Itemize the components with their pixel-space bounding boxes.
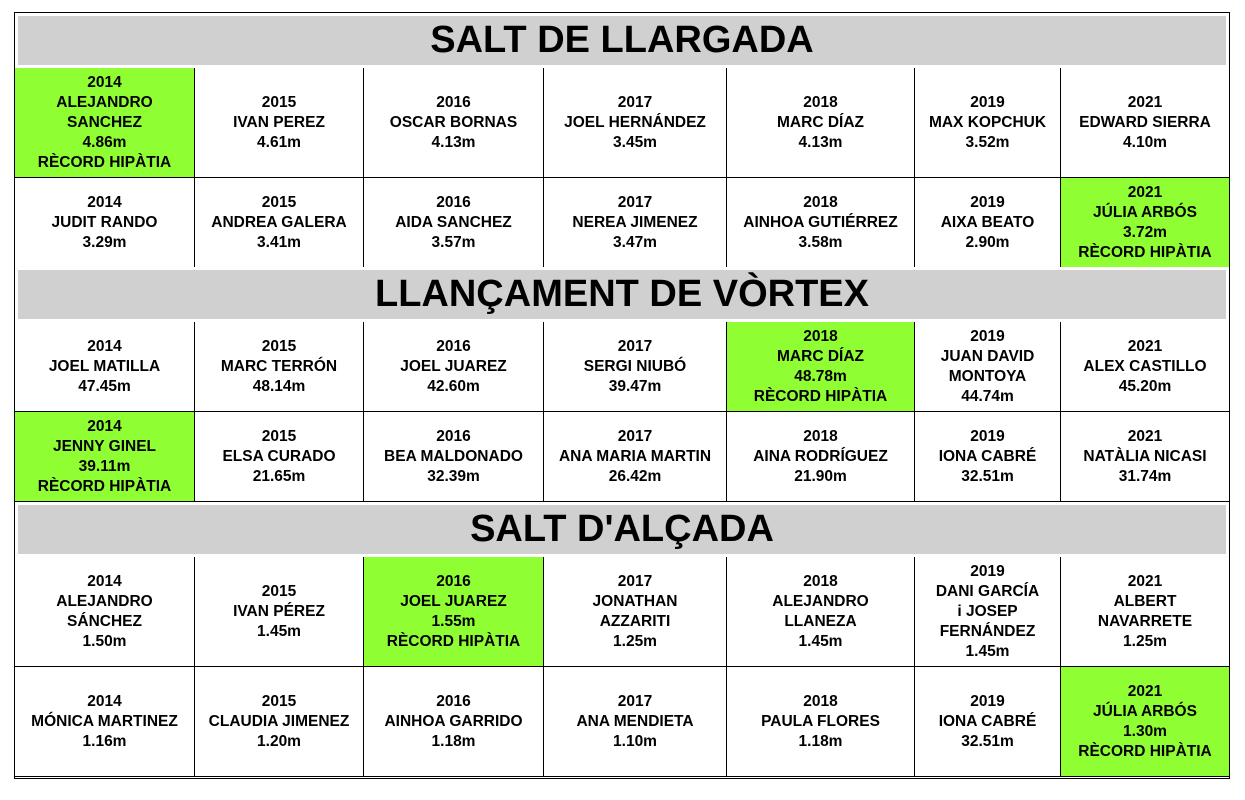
record-cell xyxy=(195,322,364,412)
cell-line: 1.18m xyxy=(431,732,476,750)
cell-line: ALEJANDRO xyxy=(56,93,153,111)
cell-line: RÈCORD HIPÀTIA xyxy=(1078,243,1212,261)
record-cell xyxy=(727,322,915,412)
cell-line: JUAN DAVID xyxy=(940,347,1035,365)
cell-line: 2018 xyxy=(803,427,838,445)
cell-line: 2021 xyxy=(1127,427,1163,445)
record-cell xyxy=(15,322,195,412)
cell-line: 2018 xyxy=(803,327,838,345)
cell-line: 4.13m xyxy=(431,133,476,151)
cell-line: RÈCORD HIPÀTIA xyxy=(386,632,521,650)
record-cell xyxy=(15,557,195,667)
record-cell xyxy=(727,412,915,502)
cell-line: 3.29m xyxy=(82,233,127,251)
record-cell xyxy=(15,178,195,268)
cell-line: MAX KOPCHUK xyxy=(928,113,1047,131)
cell-line: 2016 xyxy=(436,692,471,710)
cell-line: 2014 xyxy=(87,572,122,590)
record-cell xyxy=(1061,178,1229,268)
record-cell xyxy=(364,178,544,268)
record-cell xyxy=(544,667,727,777)
cell-line: 2019 xyxy=(970,692,1005,710)
cell-line: 2015 xyxy=(261,582,297,600)
record-cell xyxy=(1061,667,1229,777)
record-cell xyxy=(195,178,364,268)
record-cell xyxy=(544,178,727,268)
cell-line: ALEX CASTILLO xyxy=(1083,357,1207,375)
cell-line: 2019 xyxy=(970,562,1005,580)
cell-line: JOEL HERNÁNDEZ xyxy=(564,113,706,131)
cell-line: 2018 xyxy=(803,572,838,590)
cell-line: 1.45m xyxy=(257,622,301,640)
cell-line: JOEL JUAREZ xyxy=(400,592,507,610)
records-board xyxy=(14,12,1230,779)
cell-line: i JOSEP xyxy=(957,602,1018,620)
cell-line: 1.25m xyxy=(613,632,657,650)
cell-line: 2014 xyxy=(87,73,122,91)
cell-line: IVAN PÉREZ xyxy=(233,602,325,620)
cell-line: 1.25m xyxy=(1123,632,1167,650)
cell-line: 21.90m xyxy=(794,467,847,485)
cell-line: 1.45m xyxy=(798,632,843,650)
record-cell xyxy=(544,557,727,667)
cell-line: AINHOA GUTIÉRREZ xyxy=(743,213,898,231)
cell-line: ALBERT xyxy=(1113,592,1177,610)
cell-line: 1.50m xyxy=(82,632,127,650)
cell-line: 39.47m xyxy=(608,377,662,395)
cell-line: SERGI NIUBÓ xyxy=(583,357,687,375)
record-cell xyxy=(915,178,1061,268)
cell-line: 4.61m xyxy=(257,133,301,151)
cell-line: RÈCORD HIPÀTIA xyxy=(37,153,172,171)
cell-line: MARC DÍAZ xyxy=(777,113,864,131)
cell-line: ANA MARIA MARTIN xyxy=(558,447,712,465)
cell-line: OSCAR BORNAS xyxy=(389,113,518,131)
section-title-llancament-de-vortex: LLANÇAMENT DE VÒRTEX xyxy=(15,267,1229,322)
cell-line: 2016 xyxy=(436,193,471,211)
cell-line: 2021 xyxy=(1127,183,1163,201)
cell-line: 3.52m xyxy=(965,133,1010,151)
record-cell xyxy=(195,412,364,502)
record-cell xyxy=(544,322,727,412)
cell-line: 1.18m xyxy=(798,732,843,750)
record-cell xyxy=(1061,322,1229,412)
cell-line: JÚLIA ARBÓS xyxy=(1093,203,1197,221)
cell-line: 3.57m xyxy=(431,233,476,251)
record-cell xyxy=(364,68,544,178)
record-cell xyxy=(915,68,1061,178)
cell-line: 32.51m xyxy=(961,467,1014,485)
cell-line: 1.30m xyxy=(1123,722,1167,740)
cell-line: RÈCORD HIPÀTIA xyxy=(37,477,172,495)
cell-line: LLANEZA xyxy=(784,612,857,630)
cell-line: 3.72m xyxy=(1123,223,1167,241)
cell-line: JONATHAN xyxy=(592,592,678,610)
cell-line: 45.20m xyxy=(1118,377,1172,395)
cell-line: 2016 xyxy=(436,337,471,355)
section-title-salt-de-llargada: SALT DE LLARGADA xyxy=(15,13,1229,68)
cell-line: 32.39m xyxy=(427,467,480,485)
record-cell xyxy=(15,667,195,777)
cell-line: 2014 xyxy=(87,692,122,710)
cell-line: 3.47m xyxy=(613,233,657,251)
cell-line: FERNÁNDEZ xyxy=(939,622,1036,640)
cell-line: JOEL MATILLA xyxy=(48,357,161,375)
cell-line: 3.45m xyxy=(613,133,657,151)
cell-line: 2021 xyxy=(1127,682,1163,700)
record-cell xyxy=(364,412,544,502)
record-cell xyxy=(727,667,915,777)
record-cell xyxy=(195,557,364,667)
cell-line: 3.58m xyxy=(798,233,843,251)
cell-line: 1.10m xyxy=(613,732,657,750)
cell-line: 2016 xyxy=(436,93,471,111)
cell-line: 2015 xyxy=(261,193,297,211)
cell-line: DANI GARCÍA xyxy=(935,582,1040,600)
cell-line: 2018 xyxy=(803,93,838,111)
cell-line: ALEJANDRO xyxy=(56,592,153,610)
cell-line: 2017 xyxy=(617,93,653,111)
cell-line: 2019 xyxy=(970,327,1005,345)
record-cell xyxy=(195,667,364,777)
cell-line: IVAN PEREZ xyxy=(233,113,325,131)
cell-line: CLAUDIA JIMENEZ xyxy=(208,712,350,730)
cell-line: 2019 xyxy=(970,193,1005,211)
cell-line: 44.74m xyxy=(961,387,1014,405)
record-cell xyxy=(544,412,727,502)
cell-line: 26.42m xyxy=(608,467,662,485)
cell-line: 42.60m xyxy=(427,377,480,395)
record-cell xyxy=(915,412,1061,502)
cell-line: 2017 xyxy=(617,427,653,445)
cell-line: 2017 xyxy=(617,337,653,355)
cell-line: JUDIT RANDO xyxy=(51,213,158,231)
cell-line: JENNY GINEL xyxy=(52,437,157,455)
record-cell xyxy=(915,667,1061,777)
cell-line: 21.65m xyxy=(252,467,306,485)
cell-line: ANA MENDIETA xyxy=(576,712,694,730)
cell-line: 2018 xyxy=(803,193,838,211)
cell-line: 2021 xyxy=(1127,572,1163,590)
cell-line: BEA MALDONADO xyxy=(384,447,523,465)
record-cell xyxy=(364,667,544,777)
cell-line: ELSA CURADO xyxy=(222,447,336,465)
cell-line: 2018 xyxy=(803,692,838,710)
cell-line: 1.45m xyxy=(965,642,1010,660)
cell-line: 4.86m xyxy=(82,133,127,151)
cell-line: IONA CABRÉ xyxy=(938,712,1037,730)
cell-line: MARC DÍAZ xyxy=(777,347,864,365)
cell-line: ANDREA GALERA xyxy=(211,213,347,231)
cell-line: 2015 xyxy=(261,427,297,445)
cell-line: 2016 xyxy=(436,427,471,445)
cell-line: RÈCORD HIPÀTIA xyxy=(753,387,888,405)
cell-line: 4.13m xyxy=(798,133,843,151)
record-cell xyxy=(915,322,1061,412)
record-cell xyxy=(15,68,195,178)
cell-line: 2021 xyxy=(1127,337,1163,355)
record-cell xyxy=(15,412,195,502)
cell-line: AIDA SANCHEZ xyxy=(395,213,512,231)
cell-line: 2017 xyxy=(617,692,653,710)
cell-line: AINHOA GARRIDO xyxy=(384,712,523,730)
cell-line: 2015 xyxy=(261,692,297,710)
cell-line: 47.45m xyxy=(78,377,131,395)
cell-line: AZZARITI xyxy=(599,612,671,630)
cell-line: 1.55m xyxy=(431,612,476,630)
record-cell xyxy=(727,557,915,667)
cell-line: 2014 xyxy=(87,337,122,355)
cell-line: 2021 xyxy=(1127,93,1163,111)
cell-line: 31.74m xyxy=(1118,467,1172,485)
record-cell xyxy=(364,322,544,412)
cell-line: NEREA JIMENEZ xyxy=(572,213,698,231)
cell-line: 2014 xyxy=(87,417,122,435)
record-cell xyxy=(727,178,915,268)
cell-line: 1.16m xyxy=(82,732,127,750)
cell-line: SANCHEZ xyxy=(67,113,142,131)
cell-line: 2014 xyxy=(87,193,122,211)
cell-line: ALEJANDRO xyxy=(772,592,869,610)
cell-line: AINA RODRÍGUEZ xyxy=(753,447,888,465)
cell-line: 2019 xyxy=(970,93,1005,111)
record-cell xyxy=(1061,412,1229,502)
cell-line: 4.10m xyxy=(1123,133,1167,151)
cell-line: 2015 xyxy=(261,93,297,111)
cell-line: 3.41m xyxy=(257,233,301,251)
cell-line: 48.78m xyxy=(794,367,847,385)
cell-line: 2017 xyxy=(617,193,653,211)
cell-line: MARC TERRÓN xyxy=(220,357,338,375)
record-cell xyxy=(1061,557,1229,667)
cell-line: MONTOYA xyxy=(948,367,1027,385)
cell-line: MÓNICA MARTINEZ xyxy=(31,712,178,730)
cell-line: NATÀLIA NICASI xyxy=(1083,447,1207,465)
cell-line: IONA CABRÉ xyxy=(938,447,1037,465)
cell-line: SÁNCHEZ xyxy=(67,612,142,630)
record-cell xyxy=(544,68,727,178)
cell-line: 39.11m xyxy=(78,457,131,475)
cell-line: 32.51m xyxy=(961,732,1014,750)
record-cell xyxy=(364,557,544,667)
cell-line: EDWARD SIERRA xyxy=(1079,113,1211,131)
record-cell xyxy=(195,68,364,178)
cell-line: 48.14m xyxy=(252,377,306,395)
section-title-salt-d-alcada: SALT D'ALÇADA xyxy=(15,502,1229,557)
cell-line: 2019 xyxy=(970,427,1005,445)
cell-line: 2016 xyxy=(436,572,471,590)
cell-line: NAVARRETE xyxy=(1097,612,1193,630)
record-cell xyxy=(1061,68,1229,178)
cell-line: PAULA FLORES xyxy=(761,712,880,730)
cell-line: RÈCORD HIPÀTIA xyxy=(1078,742,1212,760)
record-cell xyxy=(727,68,915,178)
cell-line: AIXA BEATO xyxy=(940,213,1035,231)
cell-line: 2017 xyxy=(617,572,653,590)
cell-line: 2.90m xyxy=(965,233,1010,251)
record-cell xyxy=(915,557,1061,667)
cell-line: 2015 xyxy=(261,337,297,355)
cell-line: JOEL JUAREZ xyxy=(400,357,507,375)
cell-line: 1.20m xyxy=(257,732,301,750)
cell-line: JÚLIA ARBÓS xyxy=(1093,702,1197,720)
